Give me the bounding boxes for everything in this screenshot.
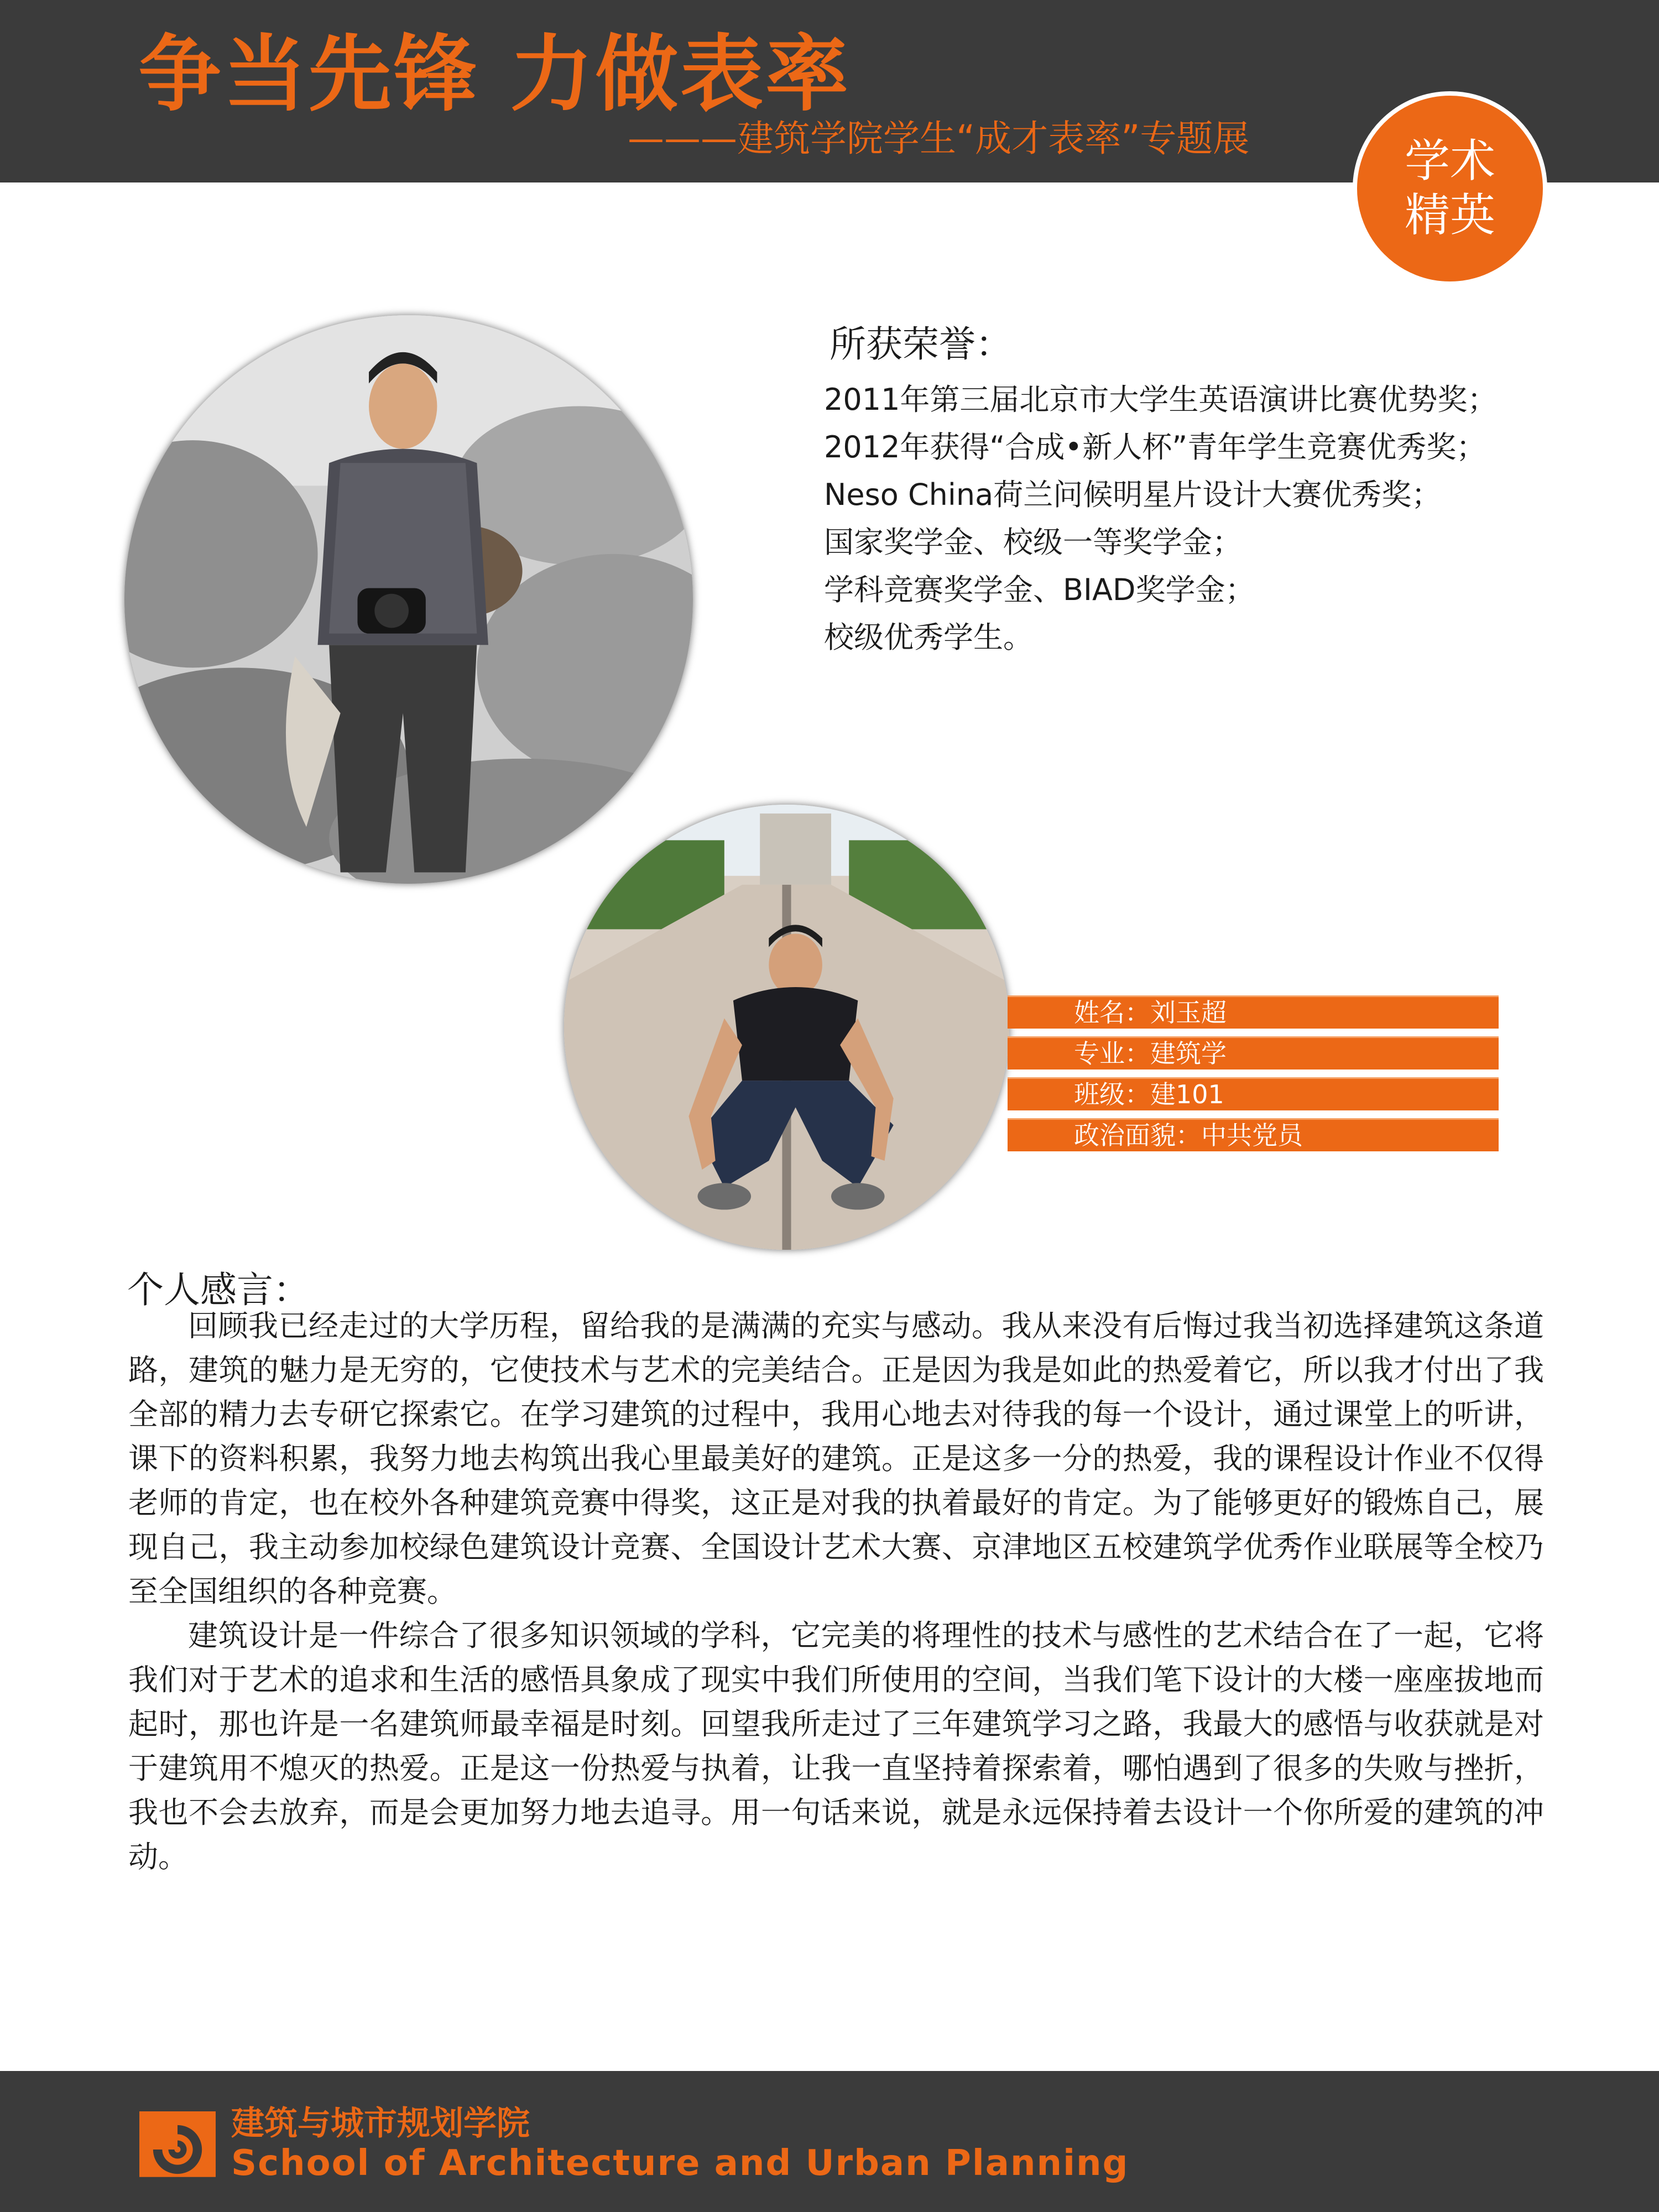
reflection-body	[128, 1304, 1544, 1879]
footer-school-name-en: School of Architecture and Urban Planning	[231, 2143, 1129, 2184]
badge-line-2: 精英	[1404, 189, 1495, 242]
reflection-paragraph: 回顾我已经走过的大学历程，留给我的是满满的充实与感动。我从来没有后悔过我当初选择建筑这条道路，建筑的魅力是无穷的，它使技术与艺术的完美结合。正是因为我是如此的热爱着它，所以我才付出了我全部的精力去专研它探索它。在学习建筑的过程中，我用心地去对待我的每一个设计，通过课堂上的听讲，课下的资料积累，我努力地去构筑出我心里最美好的建筑。正是这多一分的热爱，我的课程设计作业不仅得老师的肯定，也在校外各种建筑竞赛中得奖，这正是对我的执着最好的肯定。为了能够更好的锻炼自己，展现自己，我主动参加校绿色建筑设计竞赛、全国设计艺术大赛、京津地区五校建筑学优秀作业联展等全校乃至全国组织的各种竞赛。	[128, 1308, 1544, 1609]
honor-item: Neso China荷兰问候明星片设计大赛优秀奖；	[824, 477, 1442, 512]
reflection-heading: 个人感言：	[127, 1269, 310, 1311]
honor-item: 学科竞赛奖学金、BIAD奖学金；	[824, 572, 1255, 607]
profile-name: 姓名：刘玉超	[1008, 995, 1499, 1029]
honor-item: 国家奖学金、校级一等奖学金；	[824, 525, 1242, 560]
school-logo-icon	[139, 2111, 216, 2188]
honor-item: 2011年第三届北京市大学生英语演讲比赛优势奖；	[824, 382, 1498, 417]
page-title: 争当先锋 力做表率	[138, 27, 851, 123]
profile-major: 专业：建筑学	[1008, 1036, 1499, 1070]
honor-item: 校级优秀学生。	[824, 620, 1033, 655]
honors-list	[824, 376, 1497, 661]
portrait-photo-rocks-image	[124, 315, 693, 884]
profile-political-status: 政治面貌：中共党员	[1008, 1118, 1499, 1151]
portrait-photo-walkway-image	[564, 805, 1009, 1250]
reflection-paragraph: 建筑设计是一件综合了很多知识领域的学科，它完美的将理性的技术与感性的艺术结合在了一起，它将我们对于艺术的追求和生活的感悟具象成了现实中我们所使用的空间，当我们笔下设计的大楼一座座拔地而起时，那也许是一名建筑师最幸福是时刻。回望我所走过了三年建筑学习之路，我最大的感悟与收获就是对于建筑用不熄灭的热爱。正是这一份热爱与执着，让我一直坚持着探索着，哪怕遇到了很多的失败与挫折，我也不会去放弃，而是会更加努力地去追寻。用一句话来说，就是永远保持着去设计一个你所爱的建筑的冲动。	[128, 1618, 1544, 1874]
honor-item: 2012年获得“合成•新人杯”青年学生竞赛优秀奖；	[824, 430, 1486, 465]
profile-class: 班级：建101	[1008, 1077, 1499, 1110]
category-badge	[1353, 91, 1547, 286]
honors-heading: 所获荣誉：	[830, 323, 1012, 366]
portrait-photo-walkway	[564, 805, 1009, 1250]
footer-school-name-cn: 建筑与城市规划学院	[231, 2104, 530, 2143]
profile-info	[1008, 995, 1499, 1159]
badge-line-1: 学术	[1404, 134, 1495, 187]
page-subtitle: ———建筑学院学生“成才表率”专题展	[628, 117, 1250, 160]
portrait-photo-rocks	[124, 315, 693, 884]
